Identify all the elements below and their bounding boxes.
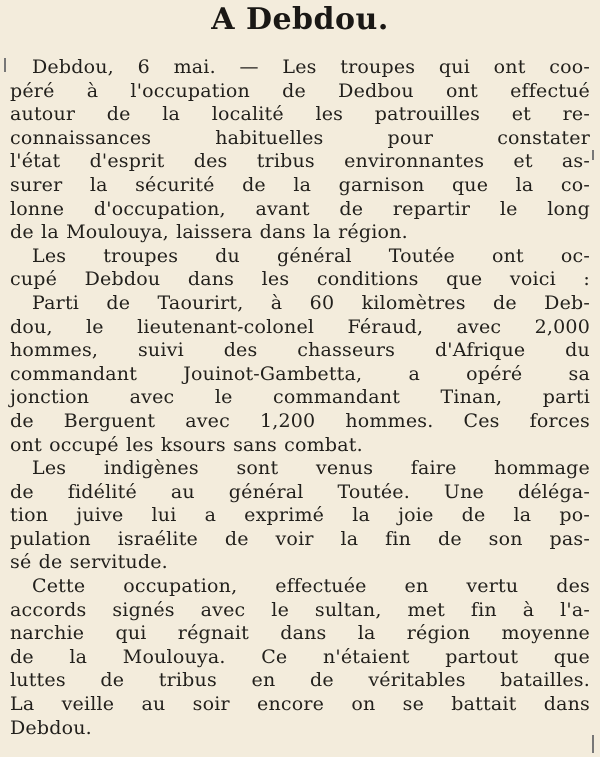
article-line: Debdou.	[10, 716, 92, 739]
article-line: ont occupé les ksours sans combat.	[10, 433, 363, 456]
article-line: hommes, suivi des chasseurs d'Afrique du	[10, 339, 590, 362]
article-line: accords signés avec le sultan, met fin à l'a-	[10, 598, 590, 621]
article-line: Parti de Taourirt, à 60 kilomètres de Deb-	[32, 291, 590, 314]
margin-mark-right	[592, 150, 594, 160]
article-line: de la Moulouya, laissera dans la région.	[10, 221, 408, 244]
article-line: l'état d'esprit des tribus environnantes et as-	[10, 150, 590, 173]
article-line: de fidélité au général Toutée. Une déléga-	[10, 480, 590, 503]
article-line: connaissances habituelles pour constater	[10, 126, 590, 149]
article-line: commandant Jouinot-Gambetta, a opéré sa	[10, 362, 590, 385]
article-title: A Debdou.	[211, 2, 389, 37]
article-line: Debdou, 6 mai. — Les troupes qui ont coo-	[32, 56, 590, 78]
article-body	[10, 56, 590, 740]
article-line: de Berguent avec 1,200 hommes. Ces forces	[10, 409, 590, 432]
article-line: tion juive lui a exprimé la joie de la po-	[10, 504, 590, 527]
article-line: La veille au soir encore on se battait dans	[10, 693, 590, 716]
article-line: sé de servitude.	[10, 551, 168, 574]
article-line: dou, le lieutenant-colonel Féraud, avec 2,000	[10, 315, 590, 338]
article-line: Cette occupation, effectuée en vertu des	[32, 575, 590, 598]
article-line: Les indigènes sont venus faire hommage	[32, 457, 590, 480]
article-line: narchie qui régnait dans la région moyenne	[10, 622, 590, 645]
article-line: jonction avec le commandant Tinan, parti	[10, 386, 590, 409]
article-line: luttes de tribus en de véritables batailles.	[10, 669, 590, 692]
article-line: surer la sécurité de la garnison que la co-	[10, 173, 590, 196]
article-line: péré à l'occupation de Dedbou ont effectué	[10, 79, 590, 102]
article-line: pulation israélite de voir la fin de son pas-	[10, 527, 590, 550]
article-line: Les troupes du général Toutée ont oc-	[32, 244, 590, 267]
article-line: cupé Debdou dans les conditions que voici :	[10, 268, 590, 291]
article-line: lonne d'occupation, avant de repartir le long	[10, 197, 590, 220]
article-line: autour de la localité les patrouilles et re-	[10, 103, 590, 126]
margin-mark-left	[4, 58, 6, 72]
article-line: de la Moulouya. Ce n'étaient partout que	[10, 645, 590, 668]
margin-mark-bottom-right	[592, 735, 594, 753]
